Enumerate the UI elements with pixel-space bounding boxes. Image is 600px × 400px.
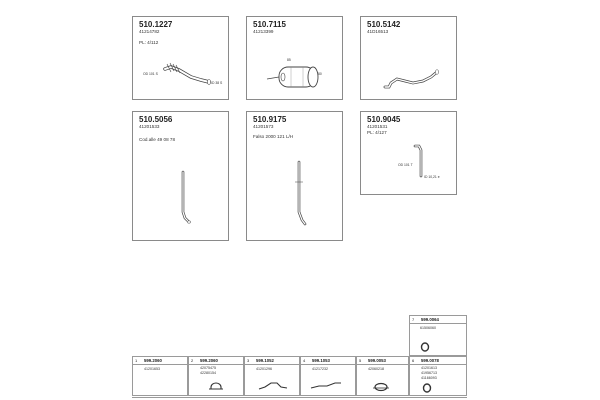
gasket-ring-icon	[410, 316, 468, 357]
accessory-ref: 42075475	[200, 366, 216, 370]
dimension-label: ID 10,21 e	[424, 175, 440, 179]
part-ref: 41201573	[253, 124, 274, 129]
accessory-card-3[interactable]	[244, 356, 300, 396]
part-card-510-5056[interactable]	[132, 111, 229, 241]
accessory-number: 3	[247, 358, 250, 363]
accessory-card-5[interactable]	[356, 356, 409, 396]
part-code: 510.1227	[139, 20, 173, 29]
accessory-ref: 41201296	[256, 367, 272, 371]
accessory-code: 599.0053	[368, 357, 386, 363]
part-ref: 41214782	[139, 29, 160, 34]
accessory-card-7[interactable]	[409, 315, 467, 356]
part-note: Falso 2000 121 L/H	[253, 134, 294, 139]
accessory-ref: 61506060	[420, 326, 436, 330]
accessory-number: 6	[412, 358, 415, 363]
part-code: 510.7115	[253, 20, 286, 29]
accessory-code: 599.2060	[144, 357, 162, 363]
exhaust-pipe-drawing	[361, 17, 458, 101]
part-note: PL: 4/112	[139, 40, 159, 45]
part-note: Cod.alle 49 08 78	[139, 137, 176, 142]
accessory-code: 599.1052	[256, 357, 274, 363]
accessory-ref: 42060218	[368, 367, 384, 371]
accessory-header	[133, 357, 187, 365]
part-code: 510.9045	[367, 115, 401, 124]
accessory-code: 599.0078	[421, 357, 439, 363]
accessory-card-4[interactable]	[300, 356, 356, 396]
accessory-number: 7	[412, 317, 415, 322]
accessory-number: 5	[359, 358, 362, 363]
part-note: PL: 4/127	[367, 130, 387, 135]
part-card-510-9045[interactable]	[360, 111, 457, 195]
part-card-510-1227[interactable]	[132, 16, 229, 100]
part-card-510-5142[interactable]	[360, 16, 457, 100]
hanger-strap-icon	[245, 357, 301, 397]
dimension-label: OD 101 T	[398, 163, 413, 167]
accessory-ref: 41201613	[421, 366, 437, 370]
part-ref: 41201531	[367, 124, 388, 129]
accessory-ref: 41166093	[421, 376, 437, 380]
accessory-card-1[interactable]	[132, 356, 188, 396]
accessory-card-2[interactable]	[188, 356, 244, 396]
accessory-ref: 41217232	[312, 367, 328, 371]
dimension-label: 85	[287, 58, 291, 62]
accessory-number: 2	[191, 358, 194, 363]
accessory-ref: 41201653	[144, 367, 160, 371]
exhaust-elbow-drawing	[361, 112, 458, 196]
part-code: 510.5056	[139, 115, 173, 124]
gasket-ring-icon	[410, 357, 468, 397]
accessory-ref: 42280154	[200, 371, 216, 375]
part-ref: 41D16513	[367, 29, 389, 34]
part-card-510-7115[interactable]	[246, 16, 343, 100]
accessory-code: 599.1053	[312, 357, 330, 363]
part-code: 510.5142	[367, 20, 401, 29]
part-ref: 41201533	[139, 124, 160, 129]
exhaust-pipe-drawing	[133, 17, 230, 101]
muffler-drawing	[247, 17, 344, 101]
part-ref: 41213399	[253, 29, 274, 34]
accessory-ref: 41956713	[421, 371, 437, 375]
accessory-number: 1	[135, 358, 138, 363]
accessory-card-6[interactable]	[409, 356, 467, 396]
accessory-code: 599.0064	[421, 316, 439, 322]
clamp-icon	[189, 357, 245, 397]
exhaust-pipe-drawing	[133, 112, 230, 242]
dimension-label: ID 38 S	[211, 81, 223, 85]
dimension-label: 80	[318, 72, 322, 76]
exhaust-pipe-drawing	[247, 112, 344, 242]
part-code: 510.9175	[253, 115, 287, 124]
part-card-510-9175[interactable]	[246, 111, 343, 241]
accessory-code: 599.2060	[200, 357, 218, 363]
dimension-label: OD 101 S	[143, 72, 158, 76]
hanger-strap-icon	[301, 357, 357, 397]
accessory-number: 4	[303, 358, 306, 363]
clamp-icon	[357, 357, 410, 397]
